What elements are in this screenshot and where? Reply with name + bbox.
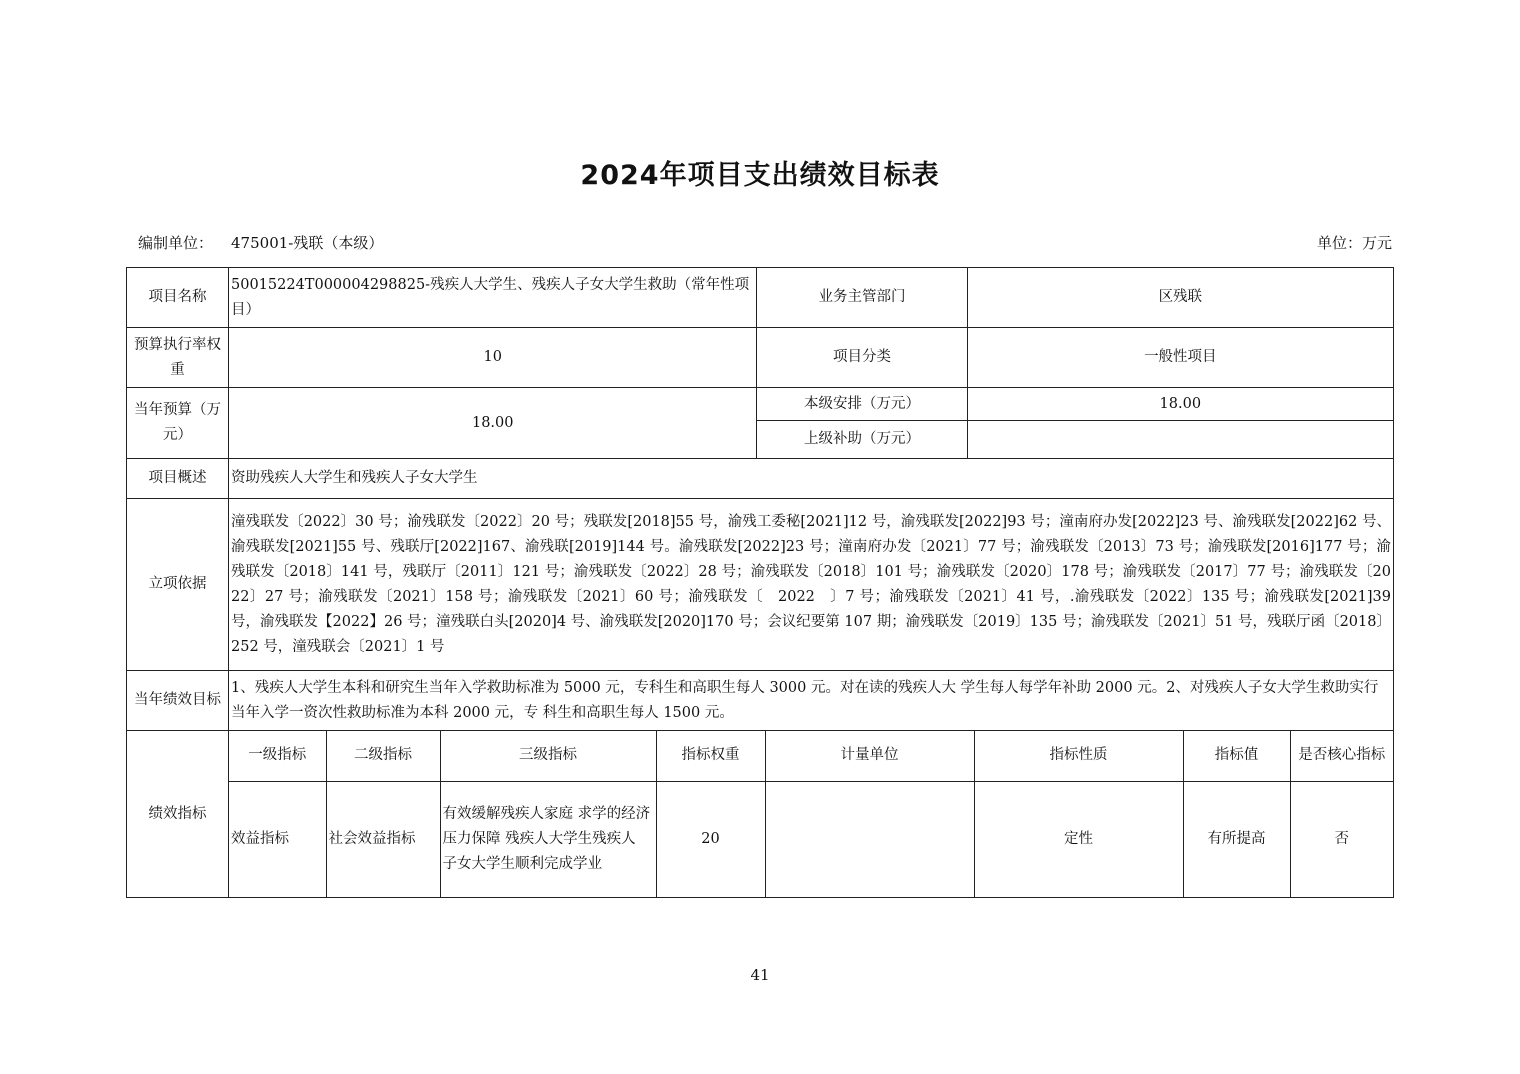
compiling-unit-value: 475001-残联（本级）: [231, 234, 384, 252]
header-weight: 指标权重: [656, 731, 765, 781]
local-arrangement-value: 18.00: [967, 388, 1393, 421]
header-level3: 三级指标: [440, 731, 656, 781]
header-core: 是否核心指标: [1290, 731, 1393, 781]
page-title: 2024年项目支出绩效目标表: [580, 160, 940, 191]
row-nature: 定性: [974, 781, 1183, 897]
row-core: 否: [1290, 781, 1393, 897]
row-weight: 20: [656, 781, 765, 897]
header-level1: 一级指标: [229, 731, 326, 781]
row-value: 有所提高: [1183, 781, 1290, 897]
rate-weight-value: 10: [229, 328, 757, 388]
dept-value: 区残联: [967, 268, 1393, 328]
row-level2: 社会效益指标: [326, 781, 440, 897]
compiling-unit-label: 编制单位：: [138, 234, 214, 252]
indicators-label: 绩效指标: [127, 731, 229, 898]
project-name-value: 50015224T000004298825-残疾人大学生、残疾人子女大学生救助（常年性项目）: [229, 268, 757, 328]
overview-label: 项目概述: [127, 459, 229, 499]
category-value: 一般性项目: [967, 328, 1393, 388]
performance-table: [126, 267, 1394, 898]
header-nature: 指标性质: [974, 731, 1183, 781]
header-unit: 计量单位: [765, 731, 974, 781]
row-level1: 效益指标: [229, 781, 326, 897]
upper-subsidy-label: 上级补助（万元）: [757, 421, 967, 459]
upper-subsidy-value: [967, 421, 1393, 459]
row-level3: 有效缓解残疾人家庭 求学的经济压力保障 残疾人大学生残疾人 子女大学生顺利完成学业: [440, 781, 656, 897]
budget-value: 18.00: [229, 388, 757, 459]
header-level2: 二级指标: [326, 731, 440, 781]
overview-value: 资助残疾人大学生和残疾人子女大学生: [229, 459, 1394, 499]
basis-label: 立项依据: [127, 499, 229, 671]
rate-weight-label: 预算执行率权重: [127, 328, 229, 388]
project-name-label: 项目名称: [127, 268, 229, 328]
basis-value: 潼残联发〔2022〕30 号；渝残联发〔2022〕20 号；残联发[2018]55 号，渝残工委秘[2021]12 号，渝残联发[2022]93 号；潼南府办发[2022]23 号、渝残联发[2022]62 号、渝残联发[2021]55 号、残联厅[2022]167、渝残联[2019]144 号。渝残联发[2022]23 号；潼南府办发〔2021〕77 号；渝残联发〔2013〕73 号；渝残联发[2016]177 号；渝残联发〔2018〕141 号，残联厅〔2011〕121 号；渝残联发〔2022〕28 号；渝残联发〔2018〕101 号；渝残联发〔2020〕178 号；渝残联发〔2017〕77 号；渝残联发〔2022〕27 号；渝残联发〔2021〕158 号；渝残联发〔2021〕60 号；渝残联发〔 2022 〕7 号；渝残联发〔2021〕41 号，.渝残联发〔2022〕135 号；渝残联发[2021]39 号，渝残联发【2022】26 号；潼残联白头[2020]4 号、渝残联发[2020]170 号；会议纪要第 107 期；渝残联发〔2019〕135 号；渝残联发〔2021〕51 号，残联厅函〔2018〕252 号，潼残联会〔2021〕1 号: [229, 499, 1394, 671]
category-label: 项目分类: [757, 328, 967, 388]
dept-label: 业务主管部门: [757, 268, 967, 328]
compiling-unit: [138, 232, 383, 253]
currency-unit: 单位：万元: [1316, 234, 1392, 252]
goal-value: 1、残疾人大学生本科和研究生当年入学救助标准为 5000 元，专科生和高职生每人 3000 元。对在读的残疾人大 学生每人每学年补助 2000 元。2、对残疾人子女大学生救助实行当年入学一资次性救助标准为本科 2000 元，专 科生和高职生每人 1500 元。: [229, 671, 1394, 731]
indicators-table: [229, 731, 1393, 897]
budget-label: 当年预算（万元）: [127, 388, 229, 459]
indicators-cell: [229, 731, 1394, 898]
local-arrangement-label: 本级安排（万元）: [757, 388, 967, 421]
header-value: 指标值: [1183, 731, 1290, 781]
goal-label: 当年绩效目标: [127, 671, 229, 731]
row-unit: [765, 781, 974, 897]
page-number: 41: [750, 966, 770, 984]
